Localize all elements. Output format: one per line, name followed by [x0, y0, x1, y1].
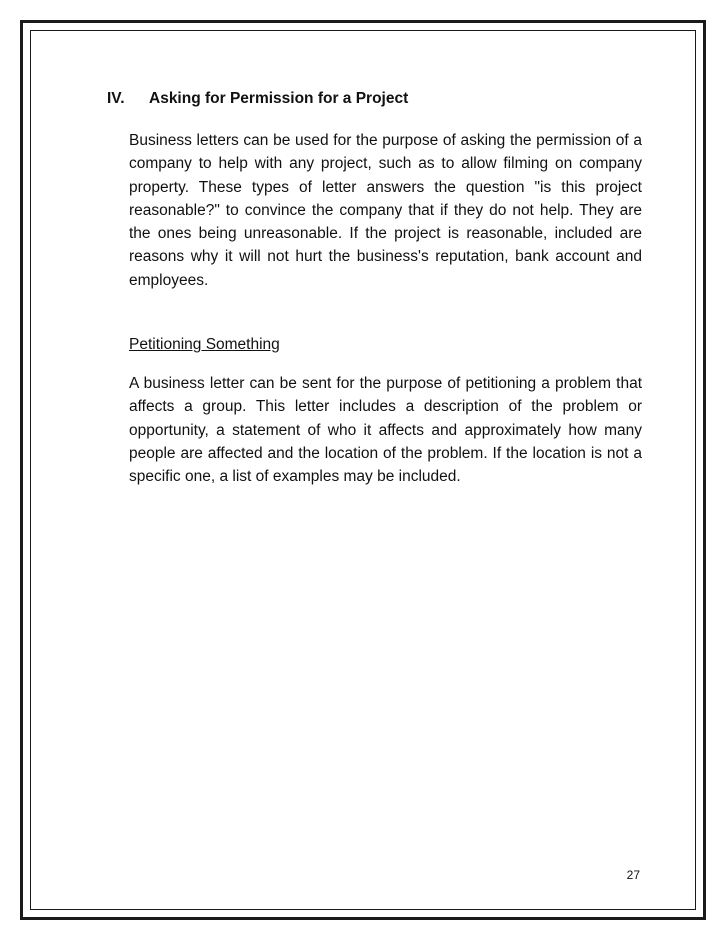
- subheading-petitioning: Petitioning Something: [129, 336, 280, 353]
- body-paragraph-permission: Business letters can be used for the purpose of asking the permission of a company to help with any project, such as to allow filming on company property. These types of letter answers the question "is this project reasonable?" to convince the company that if they do not help. They are the ones being unreasonable. If the project is reasonable, included are reasons why it will not hurt the business's reputation, bank account and employees.: [129, 132, 642, 289]
- page-number: 27: [626, 868, 640, 882]
- section-numeral: IV.: [107, 90, 125, 107]
- body-paragraph-petitioning: A business letter can be sent for the purpose of petitioning a problem that affects a group. This letter includes a description of the problem or opportunity, a statement of who it affects and approximately how many people are affected and the location of the problem. If the location is not a specific one, a list of examples may be included.: [129, 375, 642, 486]
- section-title: Asking for Permission for a Project: [149, 90, 409, 107]
- section-heading: [107, 90, 408, 108]
